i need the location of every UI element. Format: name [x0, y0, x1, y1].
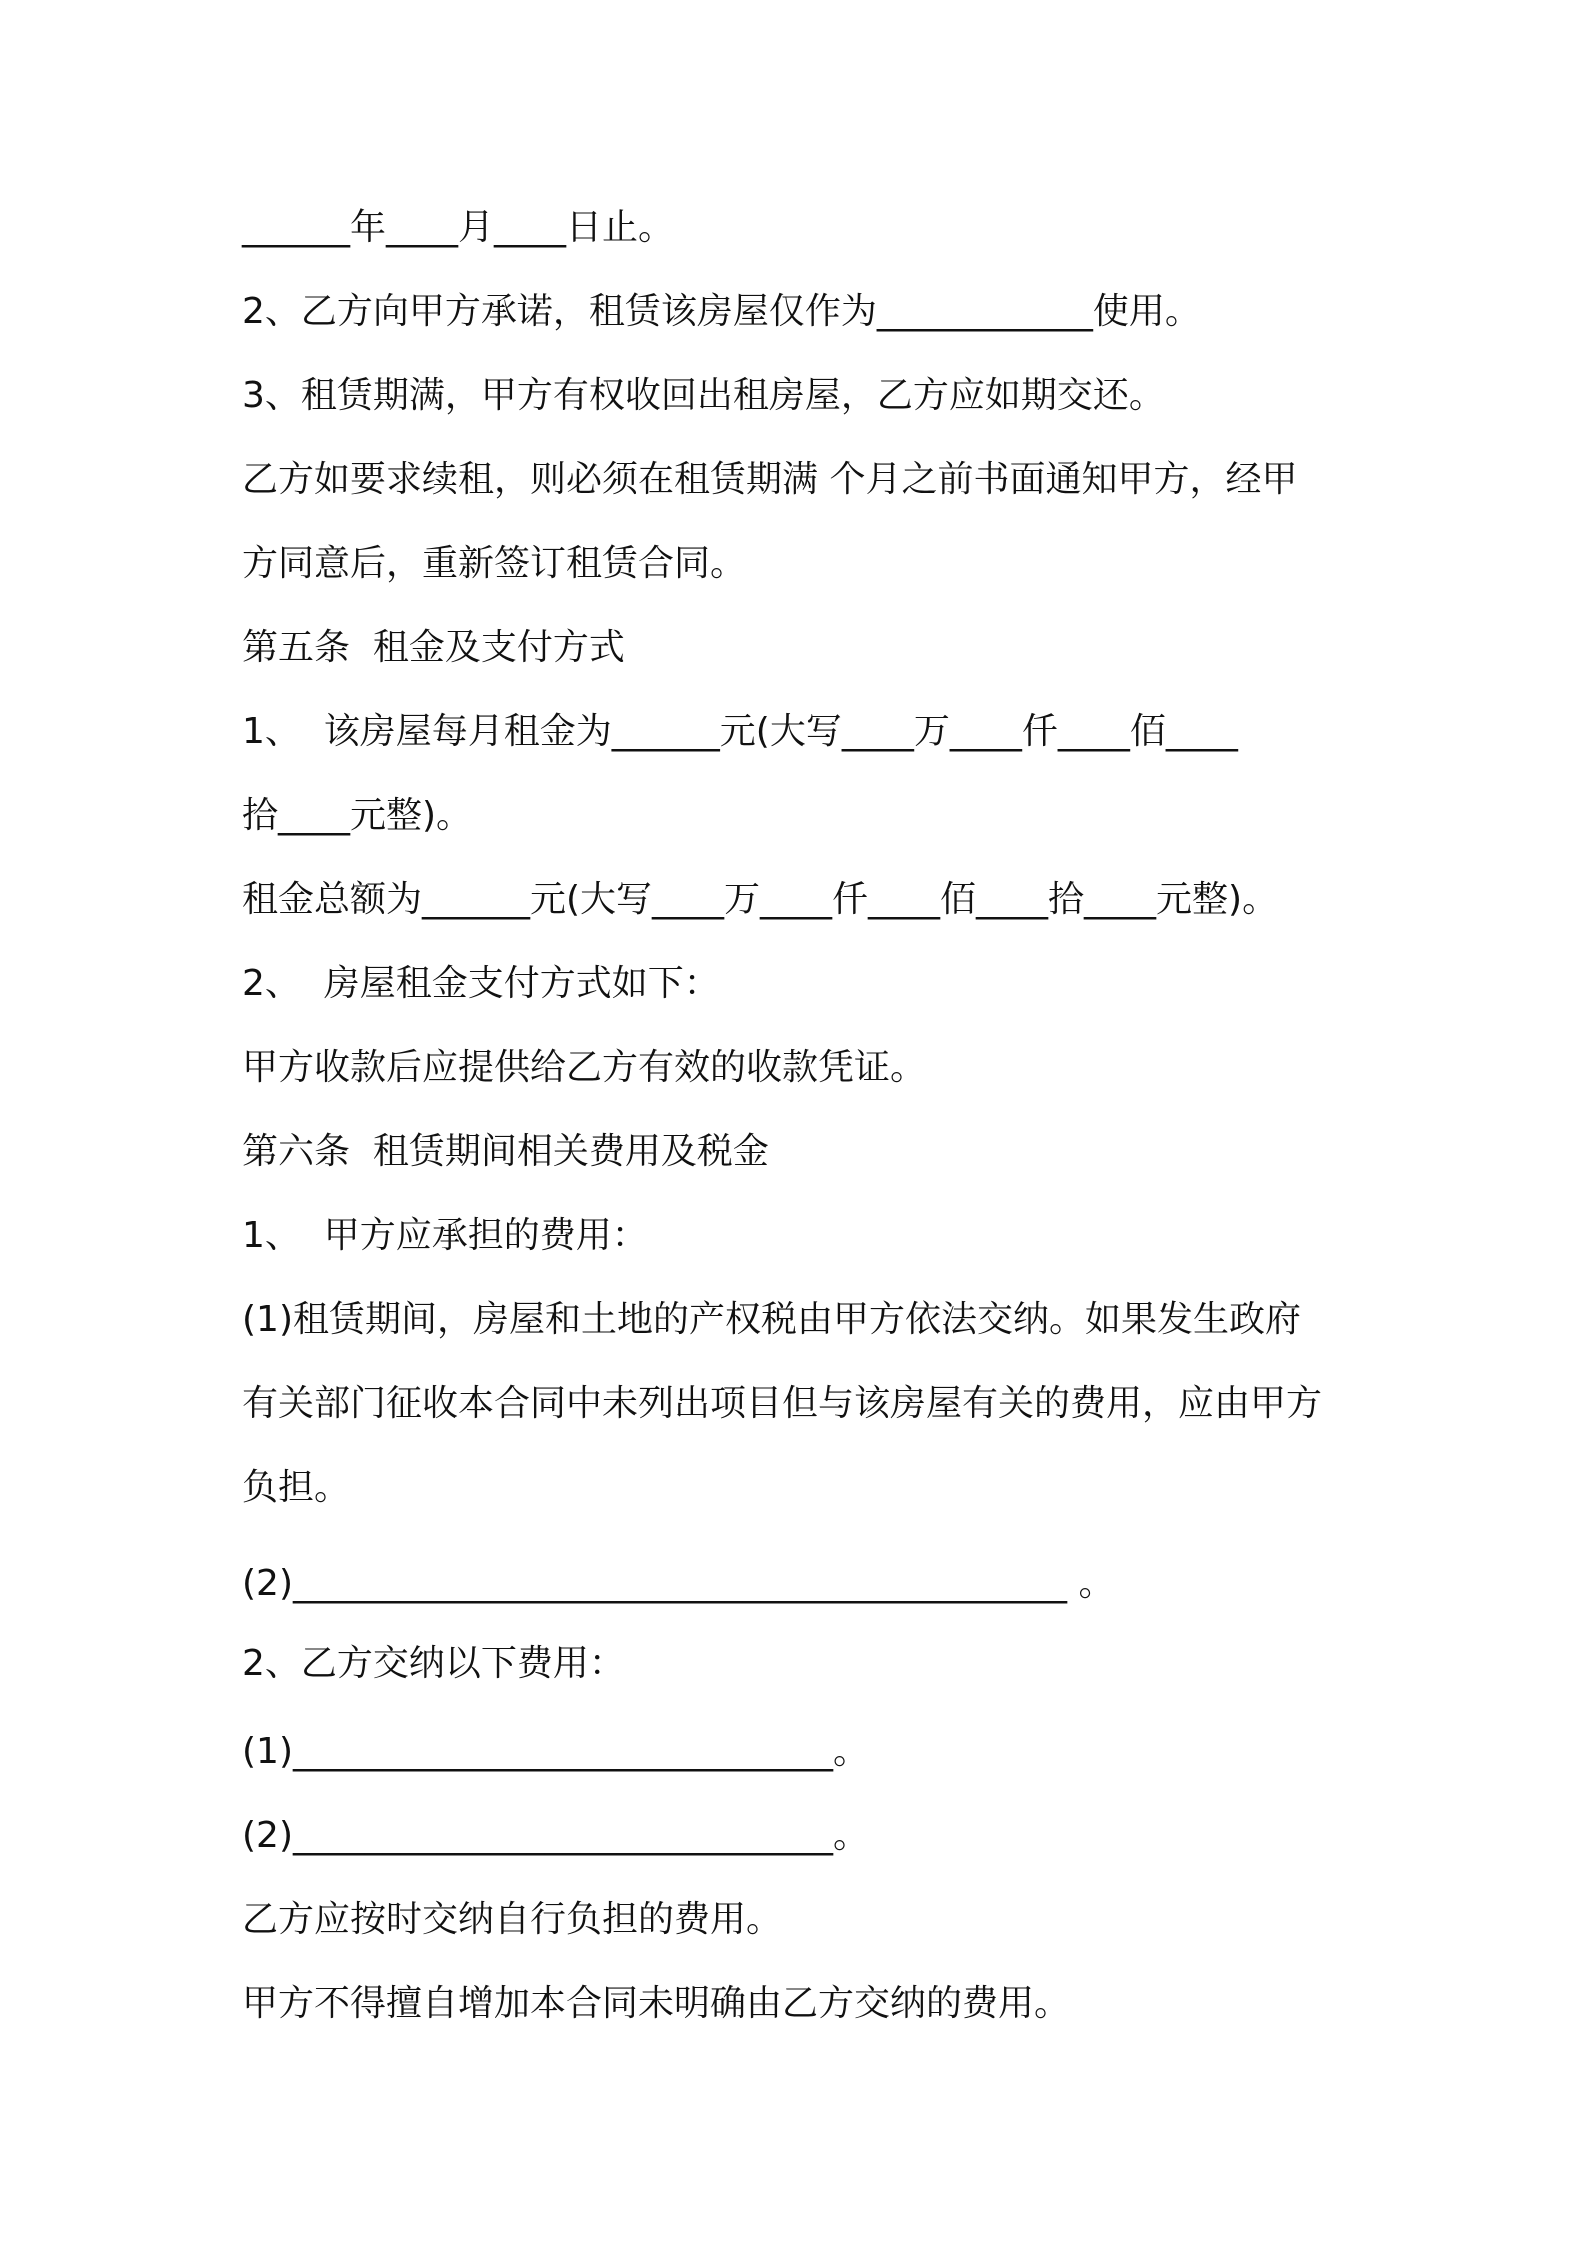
text-line-party-a-fees: 1、 甲方应承担的费用：	[242, 1215, 648, 1256]
text-line-receipt: 甲方收款后应提供给乙方有效的收款凭证。	[242, 1047, 927, 1088]
text-line-renewal-notice: 乙方如要求续租，则必须在租赁期满 个月之前书面通知甲方，经甲	[242, 459, 1298, 500]
text-line-lease-expiry: 3、租赁期满，甲方有权收回出租房屋，乙方应如期交还。	[242, 375, 1165, 416]
text-line-government-fees: 有关部门征收本合同中未列出项目但与该房屋有关的费用，应由甲方	[242, 1383, 1323, 1424]
text-line-party-b-item-2: (2)______________________________。	[242, 1815, 869, 1856]
text-line-total-rent: 租金总额为______元(大写____万____仟____佰____拾____元整)。	[242, 879, 1279, 920]
text-line-monthly-rent-cont: 拾____元整)。	[242, 795, 473, 836]
text-line-monthly-rent: 1、 该房屋每月租金为______元(大写____万____仟____佰____	[242, 711, 1238, 752]
text-line-pay-on-time: 乙方应按时交纳自行负担的费用。	[242, 1899, 783, 1940]
text-line-party-a-item-2: (2)___________________________________________ 。	[242, 1563, 1115, 1604]
text-line-party-b-fees: 2、乙方交纳以下费用：	[242, 1643, 625, 1684]
text-line-party-b-item-1: (1)______________________________。	[242, 1731, 869, 1772]
text-line-payment-method: 2、 房屋租金支付方式如下：	[242, 963, 720, 1004]
section-heading-article-6: 第六条 租赁期间相关费用及税金	[242, 1131, 769, 1172]
text-line-renewal-resign: 方同意后，重新签订租赁合同。	[242, 543, 747, 584]
text-line-burden: 负担。	[242, 1467, 351, 1508]
text-line-term-end-date: ______年____月____日止。	[242, 207, 675, 248]
text-line-usage-promise: 2、乙方向甲方承诺，租赁该房屋仅作为____________使用。	[242, 291, 1201, 332]
section-heading-article-5: 第五条 租金及支付方式	[242, 627, 625, 668]
text-line-no-extra-fees: 甲方不得擅自增加本合同未明确由乙方交纳的费用。	[242, 1983, 1071, 2024]
text-line-property-tax: (1)租赁期间，房屋和土地的产权税由甲方依法交纳。如果发生政府	[242, 1299, 1301, 1340]
